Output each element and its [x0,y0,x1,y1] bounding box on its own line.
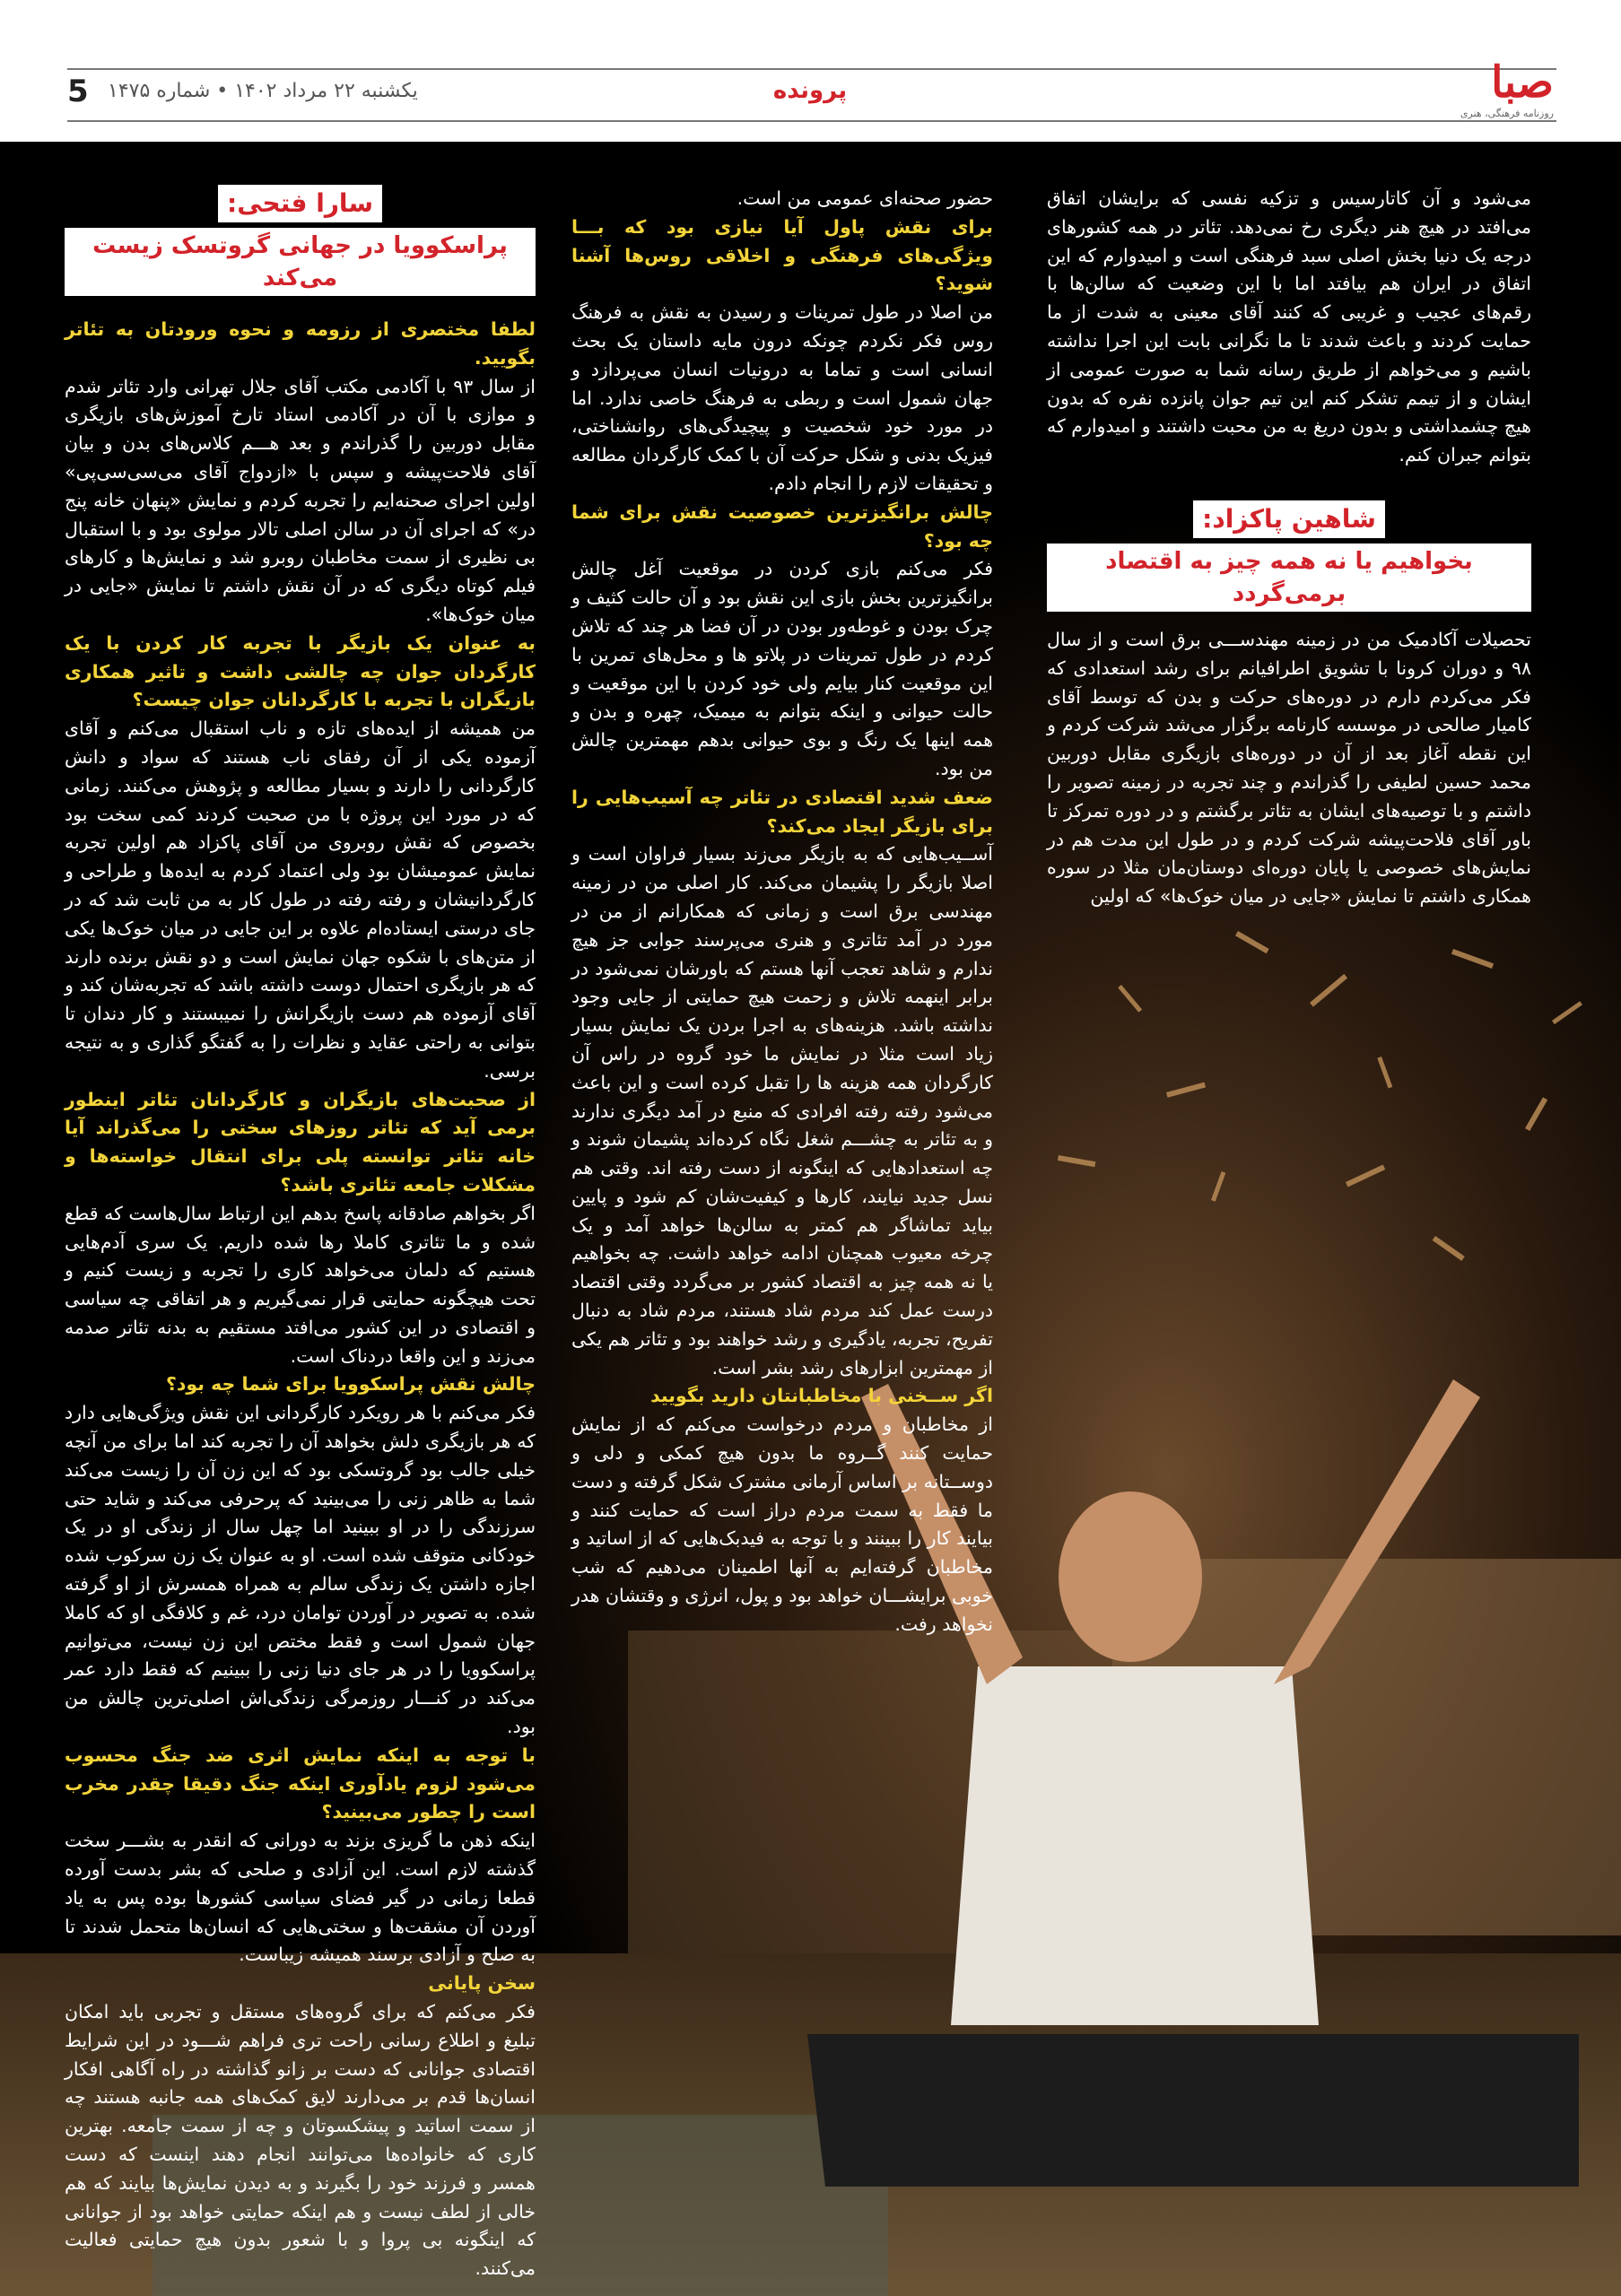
paragraph: تحصیلات آکادمیک من در زمینه مهندســـی برق است و از سال ۹۸ و دوران کرونا با تشویق اطرافیانم برای رشد استعدادی که فکر می‌کردم دارم در دوره‌های حرکت و بدن که توسط آقای کامیار صالحی در موسسه کارنامه برگزار می‌شد شرکت کردم و این نقطه آغاز بعد از آن در دوره‌های بازیگری مقابل دوربین محمد حسین لطیفی را گذراندم و چند تجربه در زمینه تصویر را داشتم و با توصیه‌های ایشان به تئاتر برگشتم و در دوره تمرکز تا باور آقای فلاحت‌پیشه شرکت کردم و در طول این مدت هم در نمایش‌های خصوصی یا پایان دوره‌ای دوستان‌مان مثلا در سوره همکاری داشتم تا نمایش «جایی در میان خوک‌ها» که اولین [1047,628,1531,908]
logo-wordmark: صبا [1491,57,1554,108]
article-column-left [65,185,536,2283]
section-title: پرونده [772,77,848,104]
answer: از مخاطبان و مردم درخواست می‌کنم که از نمایش حمایت کنند گــروه ما بدون هیچ کمکی و دلی و دوســتانه بر اساس آرمانی مشترک شکل گرفته و دست ما فقط به سمت مردم دراز است که حمایت کنند و بیایند کار را ببینند و با توجه به فیدبک‌هایی که از اساتید و مخاطبان گرفته‌ایم به آنها اطمینان می‌دهیم که شب خوبی برایشـــان خواهد بود و پول، انرژی و وقتشان هدر نخواهد رفت. [571,1413,993,1635]
question: به عنوان یک بازیگر با تجربه کار کردن با یک کارگردان جوان چه چالشی داشت و تاثیر همکاری بازیگران با تجربه با کارگردانان جوان چیست؟ [65,631,536,711]
page-number: 5 [67,74,89,109]
question: چالش برانگیزترین خصوصیت نقش برای شما چه بود؟ [571,500,993,552]
newspaper-logo[interactable] [1428,56,1554,118]
answer: از سال ۹۳ با آکادمی مکتب آقای جلال تهرانی وارد تئاتر شدم و موازی با آن در آکادمی استاد تارخ آموزش‌های بازیگری مقابل دوربین را گذراندم و بعد هـــم کلاس‌های بدن و بیان آقای فلاحت‌پیشه و سپس با «ازدواج آقای می‌سی‌سی‌پی» اولین اجرای صحنه‌ایم را تجربه کردم و نمایش «پنهان خانه پنج در» که اجرای آن در سالن اصلی تالار مولوی بود و با استقبال بی نظیری از سمت مخاطبان روبرو شد و نمایش‌ها و کارهای فیلم کوتاه دیگری که در آن نقش داشتم تا نمایش «جایی در میان خوک‌ها». [65,375,536,625]
paragraph: حضور صحنه‌ای عمومی من است. [736,187,993,209]
question: ضعف شدید اقتصادی در تئاتر چه آسیب‌هایی را برای بازیگر ایجاد می‌کند؟ [571,786,993,837]
answer: فکر می‌کنم که برای گروه‌های مستقل و تجربی باید امکان تبلیغ و اطلاع رسانی راحت تری فراهم شـــود در این شرایط اقتصادی جوانانی که دست بر زانو گذاشته در راه آگاهی افکار انسان‌ها قدم بر می‌دارند لایق کمک‌های همه جانبه هستند چه از سمت اساتید و پیشکسوتان و چه از سمت جامعه. بهترین کاری که خانواده‌ها می‌توانند انجام دهند اینست که دست همسر و فرزند خود را بگیرند و به دیدن نمایش‌ها بیایند که هم خالی از لطف نیست و هم اینکه حمایتی خواهد بود از جوانانی که اینگونه بی پروا و با شعور بدون هیچ حمایتی فعالیت می‌کنند. [65,2001,536,2280]
answer: اگر بخواهم صادقانه پاسخ بدهم این ارتباط سال‌هاست که قطع شده و ما تئاتری کاملا رها شده داریم. یک سری آدم‌هایی هستیم که دلمان می‌خواهد کاری را تجربه و زیست کنیم و تحت هیچگونه حمایتی قرار نمی‌گیریم و هر اتفاقی چه سیاسی و اقتصادی در این کشور می‌افتد مستقیم به بدنه تئاتر صدمه می‌زند و این واقعا دردناک است. [65,1202,536,1367]
answer: اینکه ذهن ما گریزی بزند به دورانی که انقدر به بشـــر سخت گذشته لازم است. این آزادی و صلحی که بشر بدست آورده قطعا زمانی در گیر فضای سیاسی کشورها بوده پس به یاد آوردن آن مشقت‌ها و سختی‌هایی که انسان‌ها متحمل شدند تا به صلح و آزادی برسند همیشه زیباست. [65,1830,536,1966]
question: لطفا مختصری از رزومه و نحوه ورودتان به تئاتر بگویید. [65,318,536,369]
page-header [0,0,1621,142]
answer: فکر می‌کنم بازی کردن در موقعیت آغل چالش برانگیزترین بخش بازی این نقش بود و آن حالت کثیف و چرک بودن و غوطه‌ور بودن در آن فضا هر چند که تلاش کردم در طول تمرینات در پلاتو ها و محل‌های تمرین با این موقعیت کنار بیایم ولی خود کردن با این موقعیت و حالت حیوانی و اینکه بتوانم به میمیک، چهره و بدن و همه اینها یک رنگ و بوی حیوانی بدهم مهمترین چالش من بود. [571,558,993,779]
answer: فکر می‌کنم با هر رویکرد کارگردانی این نقش ویژگی‌هایی دارد که هر بازیگری دلش بخواهد آن را تجربه کند اما برای من آنچه خیلی جالب بود گروتسکی بود که این زن آن را زیست می‌کند شما به ظاهر زنی را می‌بینید که پرحرفی می‌کند و شاید حتی سرزندگی را در او ببینید اما چهل سال از زندگی او در یک خودکانی متوقف شده است. او به عنوان یک زن سرکوب شده اجازه داشتن یک زندگی سالم به همراه همسرش از او گرفته شده. به تصویر در آوردن توامان درد، غم و کلافگی او که کاملا جهان شمول است و فقط مختص این زن نیست، می‌توانیم پراسکوویا را در هر جای دنیا زنی را ببینیم که فقط دارد عمر می‌کند در کنـــار روزمرگی زندگی‌اش اصلی‌ترین چالش من بود. [65,1402,536,1738]
question: اگر ســخنی با مخاطبانتان دارید بگویید [650,1385,993,1407]
interviewee-name: سارا فتحی: [218,185,382,222]
paragraph: می‌شود و آن کاتارسیس و تزکیه نفسی که برایشان اتفاق می‌افتد در هیچ هنر دیگری رخ نمی‌دهد. تئاتر در همه کشورهای درجه یک دنیا بخش اصلی سبد فرهنگی است و امیدوارم که این اتفاق در ایران هم بیافتد اما با این وضعیت که سالن‌ها با رقم‌های عجیب و غریبی که کنند آقای معینی به شدت از ما حمایت کردند و باعث شدند تا ما نگرانی بابت این اجرا نداشته باشیم و می‌خواهم از طریق رسانه شما به صورت عمومی از ایشان و از تیمم تشکر کنم این تیم جوان پانزده نفره که بدون هیچ چشمداشتی و بدون دریغ به من محبت داشتند و امیدوارم که بتوانم جبران کنم. [1047,187,1531,466]
article-column-right [1047,185,1531,911]
interview-heading [65,185,536,296]
interview-title: پراسکوویا در جهانی گروتسک زیست می‌کند [65,228,536,296]
answer: من همیشه از ایده‌های تازه و ناب استقبال می‌کنم و آقای آزموده یکی از آن رفقای ناب هستند که سواد و دانش کارگردانی را دارند و بسیار مطالعه و پژوهش می‌کنند. زمانی که در مورد این پروژه با من صحبت کردند کمی سخت بود بخصوص که نقش روبروی من آقای پاکزاد هم اولین تجربه نمایش عمومیشان بود ولی اعتماد کردم به ایده‌ها و طراحی و کارگردانیشان و رفته رفته در طول کار به من ثابت شد که در جای درستی ایستاده‌ام علاوه بر این جایی در میان خوک‌ها یکی از متن‌های با شکوه جهان نمایش است و دو نقش برنده دارند که هر بازیگری احتمال دوست داشته باشد که تجربه‌شان کند و آقای آزموده هم دست بازیگرانش را نمیبستند و کار دندان تا بتوانی به راحتی عقاید و نظرات را به گفتگو گذاری و به نتیجه برسی. [65,718,536,1082]
header-top-rule [67,68,1556,70]
answer: آســیب‌هایی که به بازیگر می‌زند بسیار فراوان است و اصلا بازیگر را پشیمان می‌کند. کار اصلی من در زمینه مهندسی برق است و زمانی که همکارانم از من در مورد در آمد تئاتری و هنری می‌پرسند جوابی جز هیچ ندارم و شاهد تعجب آنها هستم که باورشان نمی‌شود در برابر اینهمه تلاش و زحمت هیچ حمایتی از جایی وجود نداشته باشد. هزینه‌های به اجرا بردن یک نمایش بسیار زیاد است مثلا در نمایش ما خود گروه در راس آن کارگردان همه هزینه ها را تقبل کرده است و این باعث می‌شود رفته رفته افرادی که منبع در آمد دیگری ندارند و به تئاتر به چشـــم شغل نگاه کرده‌اند پشیمان شوند و چه استعدادهایی که اینگونه از دست رفته اند. وقتی هم نسل جدید نیایند، کارها و کیفیت‌شان کم شود و پایین بیاید تماشاگر هم کمتر به سالن‌ها خواهد آمد و یک چرخه معیوب همچنان ادامه خواهد داشت. چه بخواهیم یا نه همه چیز به اقتصاد کشور بر می‌گردد وقتی اقتصاد درست عمل کند مردم شاد هستند، مردم شاد به دنبال تفریح، تجربه، یادگیری و رشد خواهند بود و تئاتر هم یکی از مهمترین ابزارهای رشد بشر است. [571,843,993,1378]
question: از صحبت‌های بازیگران و کارگردانان تئاتر اینطور برمی آید که تئاتر روزهای سختی را می‌گذراند آیا خانه تئاتر توانسته پلی برای انتقال خواسته‌ها و مشکلات جامعه تئاتری باشد؟ [65,1088,536,1196]
subheading: سخن پایانی [428,1972,536,1995]
article-column-middle [571,185,993,1639]
question: چالش نقش پراسکوویا برای شما چه بود؟ [166,1373,536,1396]
interviewee-name: شاهین پاکزاد: [1193,500,1385,538]
interview-title: بخواهیم یا نه همه چیز به اقتصاد برمی‌گردد [1047,544,1531,612]
issue-date-line: یکشنبه ۲۲ مرداد ۱۴۰۲ • شماره ۱۴۷۵ [108,80,418,102]
logo-tagline: روزنامه فرهنگی، هنری [1460,108,1554,119]
answer: من اصلا در طول تمرینات و رسیدن به نقش به فرهنگ روس فکر نکردم چونکه درون مایه داستان یک بحث انسانی است و تماما به درونیات انسان می‌پردازد و جهان شمول است و ربطی به فرهنگ خاصی ندارد. اما در مورد خود شخصیت و پیچیدگی‌های روانشناختی، فیزیک بدنی و شکل حرکت آن با کمک کارگردان مطالعه و تحقیقات لازم را انجام دادم. [571,301,993,494]
question: با توجه به اینکه نمایش اثری ضد جنگ محسوب می‌شود لزوم یادآوری اینکه جنگ دقیقا چقدر مخرب است را چطور می‌بینید؟ [65,1744,536,1823]
interview-heading [1047,500,1531,612]
question: برای نقش پاول آیا نیازی بود که بـــا ویژگی‌های فرهنگی و اخلاقی روس‌ها آشنا شوید؟ [571,215,993,295]
header-bottom-rule [67,120,1556,122]
